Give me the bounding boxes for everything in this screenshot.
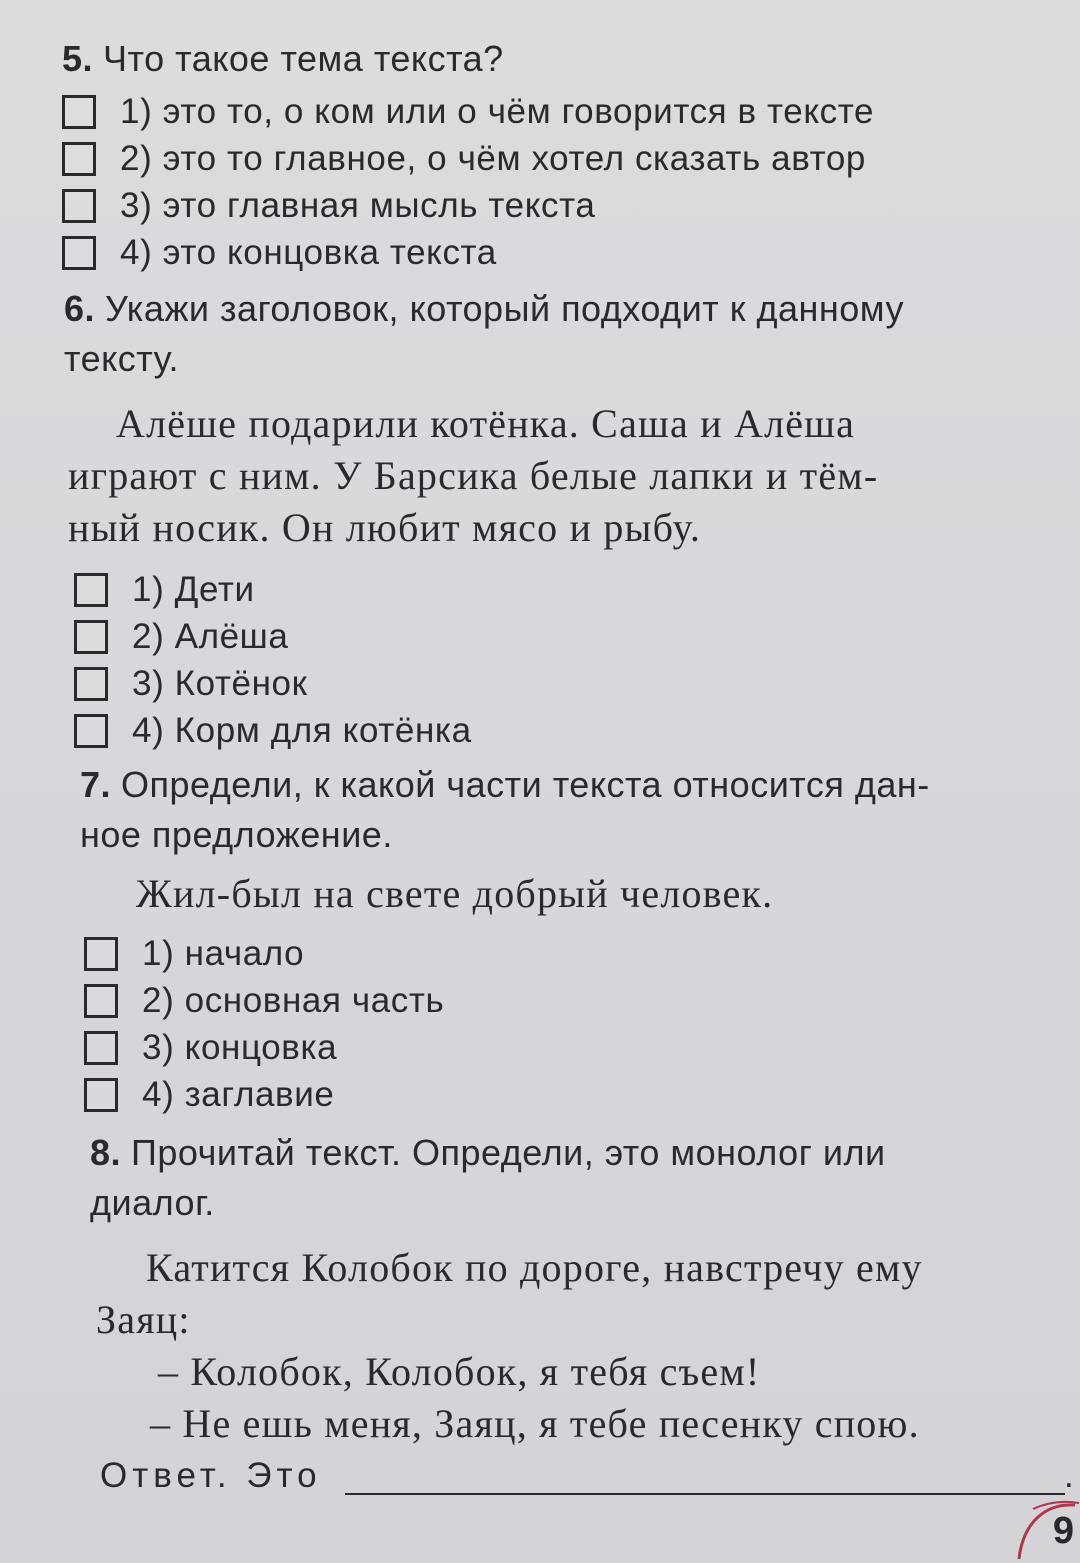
question-number: 8. xyxy=(90,1132,122,1173)
checkbox[interactable] xyxy=(84,1031,118,1065)
option-label: 1) это то, о ком или о чём говорится в тексте xyxy=(120,91,875,131)
question-7 xyxy=(0,760,1080,1118)
question-6 xyxy=(0,284,1080,754)
option-4[interactable] xyxy=(84,1071,1080,1118)
question-number: 6. xyxy=(64,288,96,329)
dialogue-line: – Колобок, Колобок, я тебя съем! xyxy=(158,1349,761,1394)
checkbox[interactable] xyxy=(74,667,108,701)
question-8 xyxy=(0,1128,1080,1450)
option-1[interactable] xyxy=(74,566,1080,613)
question-text-cont: тексту. xyxy=(64,338,180,379)
passage-line: Алёше подарили котёнка. Саша и Алёша xyxy=(116,401,856,446)
question-text: Что такое тема текста? xyxy=(103,38,504,79)
passage-line: Заяц: xyxy=(96,1297,191,1342)
passage xyxy=(0,398,1080,554)
checkbox[interactable] xyxy=(62,95,96,129)
question-text: Определи, к какой части текста относится дан- xyxy=(121,764,930,805)
option-label: 1) начало xyxy=(142,933,305,973)
checkbox[interactable] xyxy=(84,984,118,1018)
option-label: 4) Корм для котёнка xyxy=(132,710,472,750)
option-label: 2) основная часть xyxy=(142,980,445,1020)
question-text: Укажи заголовок, который подходит к данному xyxy=(105,288,904,329)
question-5 xyxy=(0,34,1080,276)
checkbox[interactable] xyxy=(74,620,108,654)
option-label: 4) заглавие xyxy=(142,1074,335,1114)
question-number: 5. xyxy=(62,38,94,79)
question-7-title xyxy=(80,760,1080,810)
question-text-cont: ное предложение. xyxy=(80,814,393,855)
checkbox[interactable] xyxy=(62,236,96,270)
question-6-title xyxy=(64,284,1080,334)
question-5-title xyxy=(0,34,1080,84)
answer-label: Ответ. Это xyxy=(100,1456,322,1495)
passage-line: Катится Колобок по дороге, навстречу ему xyxy=(146,1245,923,1290)
answer-input-line[interactable] xyxy=(345,1493,1065,1495)
option-3[interactable] xyxy=(74,660,1080,707)
option-label: 1) Дети xyxy=(132,569,255,609)
checkbox[interactable] xyxy=(62,142,96,176)
option-2[interactable] xyxy=(84,977,1080,1024)
option-3[interactable] xyxy=(84,1024,1080,1071)
dialogue-passage xyxy=(0,1242,1080,1450)
sentence: Жил-был на свете добрый человек. xyxy=(136,871,774,916)
passage-line: ный носик. Он любит мясо и рыбу. xyxy=(68,505,702,550)
question-8-title xyxy=(90,1128,1080,1178)
option-4[interactable] xyxy=(62,229,1080,276)
checkbox[interactable] xyxy=(84,1078,118,1112)
option-3[interactable] xyxy=(62,182,1080,229)
checkbox[interactable] xyxy=(84,937,118,971)
option-label: 2) это то главное, о чём хотел сказать автор xyxy=(120,138,866,178)
option-1[interactable] xyxy=(62,88,1080,135)
option-label: 4) это концовка текста xyxy=(120,232,497,272)
question-number: 7. xyxy=(80,764,112,805)
checkbox[interactable] xyxy=(74,573,108,607)
question-text-cont: диалог. xyxy=(90,1182,215,1223)
page-number: 9 xyxy=(1052,1510,1074,1552)
option-1[interactable] xyxy=(84,930,1080,977)
checkbox[interactable] xyxy=(62,189,96,223)
option-label: 2) Алёша xyxy=(132,616,289,656)
passage-line: играют с ним. У Барсика белые лапки и тём- xyxy=(68,453,879,498)
checkbox[interactable] xyxy=(74,714,108,748)
dialogue-line: – Не ешь меня, Заяц, я тебе песенку спою. xyxy=(150,1401,920,1446)
answer-period: . xyxy=(1064,1456,1074,1495)
option-4[interactable] xyxy=(74,707,1080,754)
option-label: 3) Котёнок xyxy=(132,663,308,703)
option-2[interactable] xyxy=(74,613,1080,660)
question-text: Прочитай текст. Определи, это монолог или xyxy=(131,1132,886,1173)
option-label: 3) это главная мысль текста xyxy=(120,185,596,225)
option-2[interactable] xyxy=(62,135,1080,182)
option-label: 3) концовка xyxy=(142,1027,338,1067)
